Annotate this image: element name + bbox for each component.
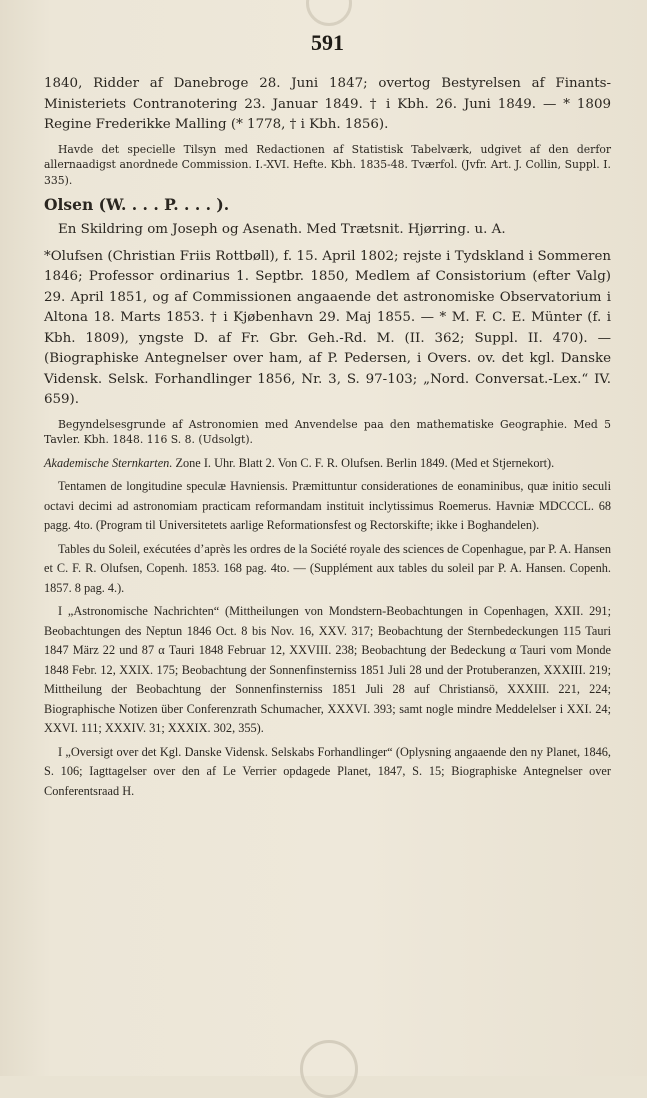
entry-olufsen: *Olufsen (Christian Friis Rottbøll), f. 15. April 1802; rejste i Tydskland i Sommeren 1846; Professor ordinarius 1. Septbr. 1850, Medlem af Consistorium (efter Valg) 29. April 1851, og af Commissionen angaaende det astronomiske Observatorium i Altona 18. Marts 1853. † i Kjøbenhavn 29. Maj 1855. — * M. F. C. E. Münter (f. i Kbh. 1809), yngste D. af Fr. Gbr. Geh.-Rd. M. (II. 362; Suppl. II. 470). — (Biographiske Antegnelser over ham, af P. Pedersen, i Overs. ov. det kgl. Danske Vidensk. Selsk. Forhandlinger 1856, Nr. 3, S. 97-103; „Nord. Conversat.-Lex.“ IV. 659). xyxy=(44,248,611,407)
work-details: Zone I. Uhr. Blatt 2. Von C. F. R. Olufsen. Berlin 1849. (Med et Stjernekort). xyxy=(172,455,555,470)
bibliography-item: I „Oversigt over det Kgl. Danske Vidensk. Selskabs Forhandlinger“ (Oplysning angaaende den ny Planet, 1846, S. 106; Iagttagelser over den af Le Verrier opdagede Planet, 1847, S. 15; Biographiske Antegnelser over Conferentsraad H. xyxy=(44,744,611,798)
bibliography-item: I „Astronomische Nachrichten“ (Mittheilungen von Mondstern-Beobachtungen in Copenhagen, XXII. 291; Beobachtungen des Neptun 1846 Oct. 8 bis Nov. 16, XXV. 317; Beobachtung der Sternbedeckungen 115 Tauri 1847 März 22 und 87 α Tauri 1848 Februar 12, XXVIII. 238; Beobachtung der Bedeckung α Tauri vom Monde 1848 Febr. 12, XXIX. 175; Beobachtung der Sonnenfinsterniss 1851 Juli 28 und der Protuberanzen, XXXIII. 219; Mittheilung der Beobachtung der Sonnenfinsterniss 1851 Juli 28 auf Christiansö, XXXIII. 221, 224; Biographische Notizen über Conferenzrath Schumacher, XXXVI. 393; samt nogle mindre Meddelelser i XXI. 24; XXVI. 111; XXXIV. 31; XXXIX. 302, 355). xyxy=(44,604,611,735)
stamp-mark-top xyxy=(306,0,352,26)
entry-heading-olsen: Olsen (W. . . . P. . . . ). xyxy=(44,195,230,214)
stamp-mark-bottom xyxy=(300,1040,358,1098)
bibliography-item: Tentamen de longitudine speculæ Havniensis. Præmittuntur considerationes de eonaminibus, quæ initio seculi octavi decimi ad astronomiam practicam reformandam instituit inclytissimus Roemerus. Havniæ MDCCCL. 68 pagg. 4to. (Program til Universitetets aarlige Reformationsfest og Rectorskifte; ikke i Boghandelen). xyxy=(44,479,611,532)
entry-olufsen-work: Begyndelsesgrunde af Astronomien med Anvendelse paa den mathematiske Geographie. Med 5 Tavler. Kbh. 1848. 116 S. 8. (Udsolgt). xyxy=(44,417,611,446)
bibliography-item: Tables du Soleil, exécutées d’après les ordres de la Société royale des sciences de Copenhague, par P. A. Hansen et C. F. R. Olufsen, Copenh. 1853. 168 pag. 4to. — (Supplément aux tables du soleil par P. A. Hansen. Copenh. 1857. 8 pag. 4.). xyxy=(44,541,611,595)
entry-note: Havde det specielle Tilsyn med Redactionen af Statistisk Tabelværk, udgivet af den derfor allernaadigst anordnede Commission. I.-XVI. Hefte. Kbh. 1835-48. Tværfol. (Jvfr. Art. J. Collin, Suppl. I. 335). xyxy=(44,142,611,187)
entry-continuation: 1840, Ridder af Danebroge 28. Juni 1847; overtog Bestyrelsen af Finants-Ministeriets Contranotering 23. Januar 1849. † i Kbh. 26. Juni 1849. — * 1809 Regine Frederikke Malling (* 1778, † i Kbh. 1856). xyxy=(44,76,611,132)
work-title: Akademische Sternkarten. xyxy=(44,455,173,470)
page-number: 591 xyxy=(311,30,344,55)
entry-olsen: En Skildring om Joseph og Asenath. Med Trætsnit. Hjørring. u. A. xyxy=(58,222,506,237)
bibliography-item xyxy=(44,454,611,474)
